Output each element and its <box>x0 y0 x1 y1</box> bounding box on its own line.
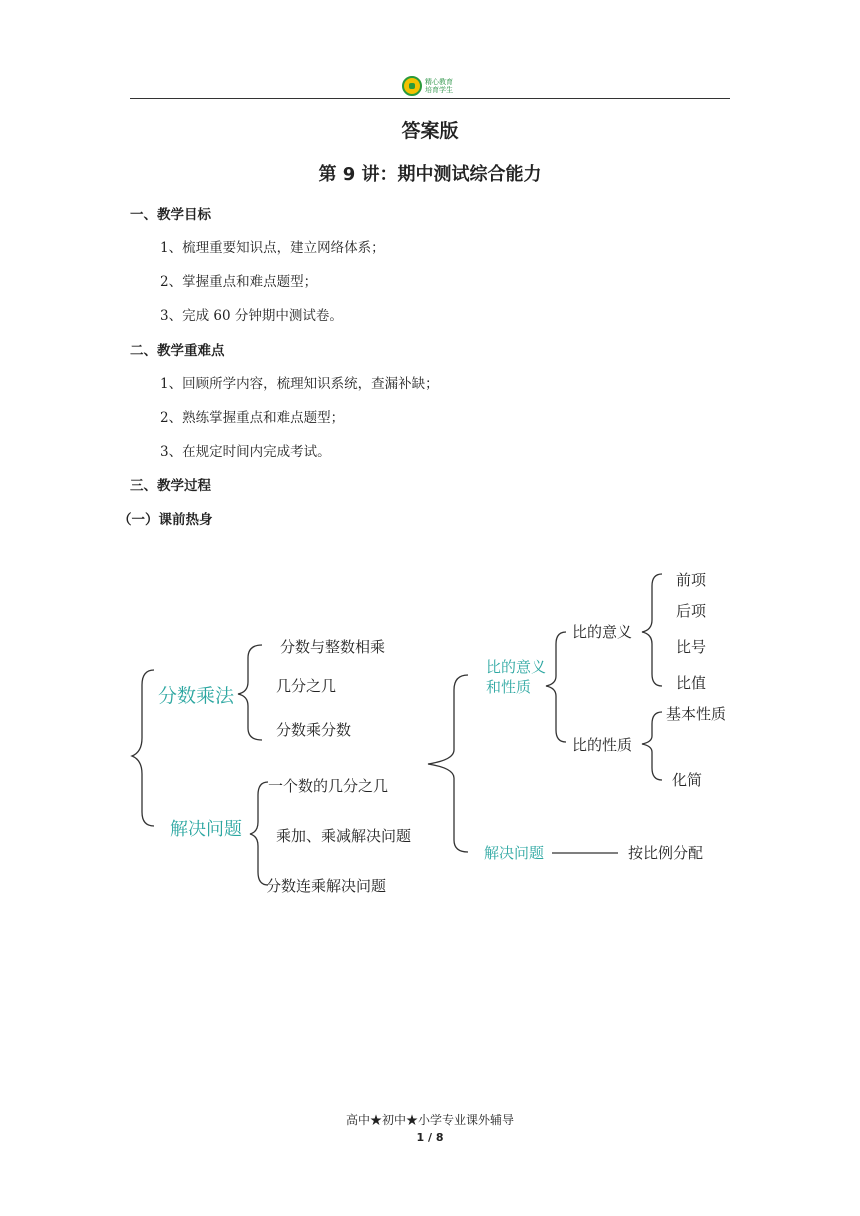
header-logo <box>402 76 453 96</box>
leaf-fraction-times-integer: 分数与整数相乘 <box>280 638 386 656</box>
logo-emblem-icon <box>402 76 422 96</box>
node-ratio-property: 比的性质 <box>572 736 633 754</box>
header-divider <box>130 98 730 99</box>
leaf-proportional-allocation: 按比例分配 <box>628 844 704 862</box>
ratio-meaning-brace <box>642 574 662 686</box>
keypoint-item-1: 1、回顾所学内容，梳理知识系统，查漏补缺； <box>160 376 439 392</box>
leaf-mult-add-sub-problems: 乘加、乘减解决问题 <box>276 827 412 845</box>
logo-line-1: 精心教育 <box>425 78 453 86</box>
logo-text <box>425 78 453 94</box>
leaf-antecedent: 前项 <box>676 571 707 589</box>
footer-text: 高中★初中★小学专业课外辅导 <box>345 1113 514 1127</box>
leaf-chain-mult-problems: 分数连乘解决问题 <box>266 877 387 895</box>
leaf-consequent: 后项 <box>676 602 707 620</box>
branch-solve-problems-left: 解决问题 <box>170 819 242 840</box>
root-left-brace <box>132 670 154 826</box>
subsection-warmup: （一）课前热身 <box>118 512 213 528</box>
solve-left-brace <box>250 782 268 885</box>
node-ratio-meaning: 比的意义 <box>572 623 633 641</box>
leaf-ratio-value: 比值 <box>676 674 707 692</box>
page-number: 1 / 8 <box>416 1131 444 1144</box>
document-title: 答案版 <box>401 120 459 142</box>
leaf-ratio-sign: 比号 <box>676 638 707 656</box>
goal-item-1: 1、梳理重要知识点，建立网络体系； <box>160 240 385 256</box>
section-heading-keypoints: 二、教学重难点 <box>130 343 225 359</box>
logo-line-2: 培育学生 <box>425 86 453 94</box>
knowledge-mindmap <box>128 560 748 910</box>
leaf-fraction-of: 几分之几 <box>276 677 337 695</box>
leaf-basic-property: 基本性质 <box>666 705 727 723</box>
goal-item-3: 3、完成 60 分钟期中测试卷。 <box>160 308 343 324</box>
branch-solve-problems-right: 解决问题 <box>484 844 545 862</box>
keypoint-item-3: 3、在规定时间内完成考试。 <box>160 444 331 460</box>
branch-ratio-line-1: 比的意义 <box>486 658 547 676</box>
section-heading-process: 三、教学过程 <box>130 478 211 494</box>
leaf-fraction-times-fraction: 分数乘分数 <box>276 721 352 739</box>
central-brace <box>428 675 468 852</box>
keypoint-item-2: 2、熟练掌握重点和难点题型； <box>160 410 345 426</box>
leaf-simplify: 化简 <box>672 771 703 789</box>
leaf-fraction-of-number: 一个数的几分之几 <box>268 777 389 795</box>
fraction-mult-brace <box>238 645 262 740</box>
ratio-brace <box>546 632 566 742</box>
branch-fraction-multiplication: 分数乘法 <box>158 685 235 707</box>
section-heading-goals: 一、教学目标 <box>130 207 211 223</box>
goal-item-2: 2、掌握重点和难点题型； <box>160 274 318 290</box>
lesson-title: 第 9 讲：期中测试综合能力 <box>318 164 542 185</box>
ratio-property-brace <box>642 712 662 780</box>
branch-ratio-line-2: 和性质 <box>486 678 532 696</box>
